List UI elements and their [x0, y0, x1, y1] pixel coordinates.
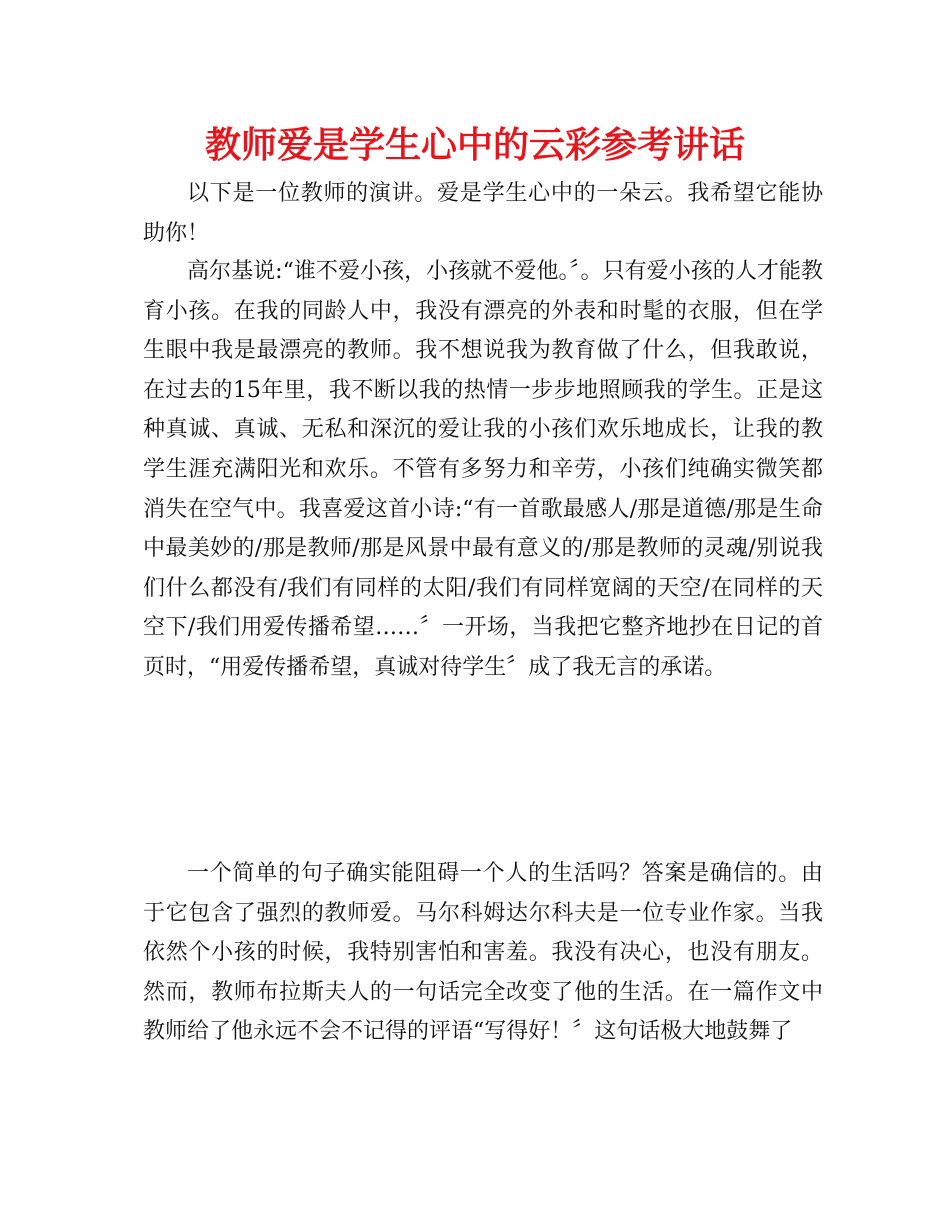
paragraph-intro [143, 174, 823, 253]
paragraph-simple-sentence [143, 854, 823, 1052]
paragraph-text: 高尔基说:“谁不爱小孩，小孩就不爱他。〞。只有爱小孩的人才能教育小孩。在我的同龄人中，我没有漂亮的外表和时髦的衣服，但在学生眼中我是最漂亮的教师。我不想说我为教育做了什么，但我敢说，在过去的15年里，我不断以我的热情一步步地照顾我的学生。正是这种真诚、真诚、无私和深沉的爱让我的小孩们欢乐地成长，让我的教学生涯充满阳光和欢乐。不管有多努力和辛劳，小孩们纯确实微笑都消失在空气中。我喜爱这首小诗:“有一首歌最感人/那是道德/那是生命中最美妙的/那是教师/那是风景中最有意义的/那是教师的灵魂/别说我们什么都没有/我们有同样的太阳/我们有同样宽阔的天空/在同样的天空下/我们用爱传播希望……〞一开场，当我把它整齐地抄在日记的首页时，“用爱传播希望，真诚对待学生〞成了我无言的承诺。 [143, 259, 823, 680]
paragraph-text: 一个简单的句子确实能阻碍一个人的生活吗？答案是确信的。由于它包含了强烈的教师爱。马尔科姆达尔科夫是一位专业作家。当我依然个小孩的时候，我特别害怕和害羞。我没有决心，也没有朋友。然而，教师布拉斯夫人的一句话完全改变了他的生活。在一篇作文中教师给了他永远不会不记得的评语“写得好！〞这句话极大地鼓舞了 [143, 861, 823, 1045]
paragraph-gorky-quote [143, 252, 823, 688]
paragraph-text: 以下是一位教师的演讲。爱是学生心中的一朵云。我希望它能协助你！ [143, 181, 823, 246]
document-title: 教师爱是学生心中的云彩参考讲话 [204, 125, 745, 166]
